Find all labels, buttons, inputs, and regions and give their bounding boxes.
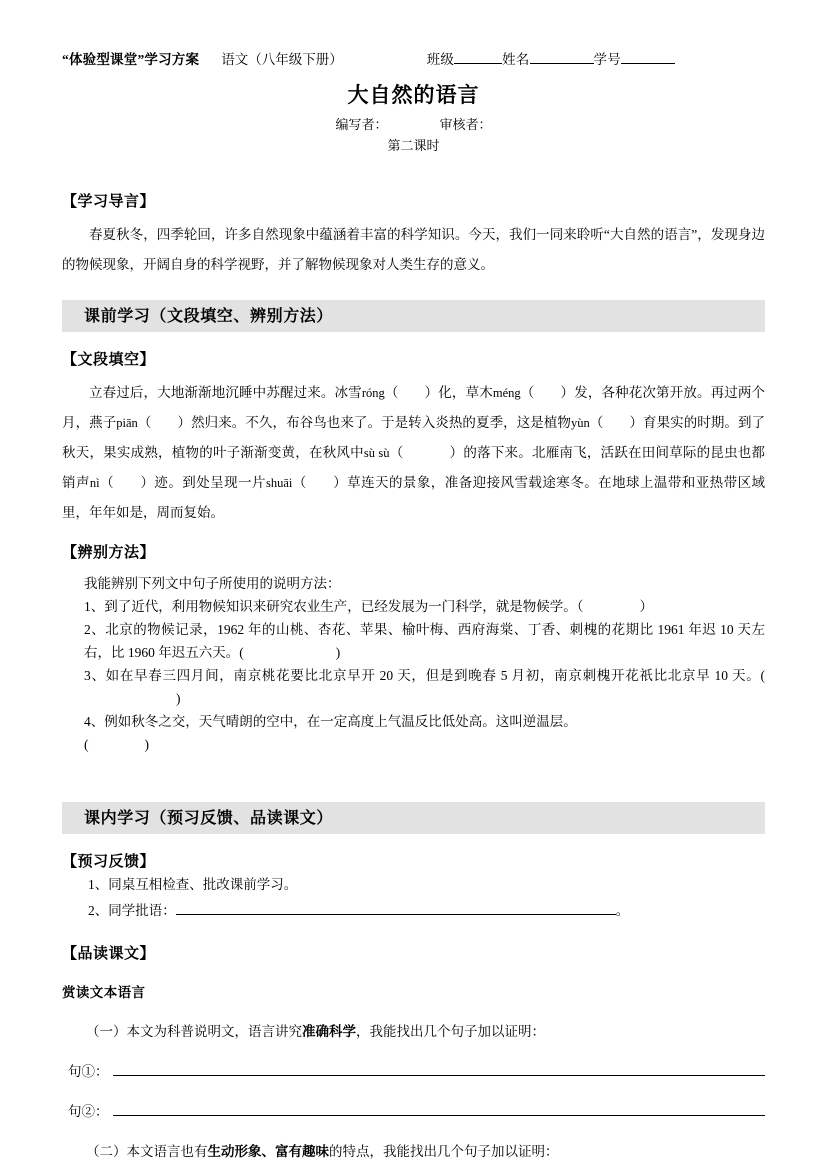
student-fields <box>427 50 675 70</box>
pinyin-ni: nì <box>89 476 100 490</box>
answer-label-1: 句①： <box>68 1064 109 1079</box>
question-one <box>62 1020 765 1044</box>
method-item-2 <box>62 618 765 664</box>
author-label: 编写者： <box>335 117 388 132</box>
question-two-emphasis: 生动形象、富有趣味 <box>207 1144 329 1160</box>
page-title: 大自然的语言 <box>347 83 480 107</box>
subject-label: 语文（八年级下册） <box>221 52 343 67</box>
study-guide-text: 春夏秋冬，四季轮回，许多自然现象中蕴涵着丰富的科学知识。今天，我们一同来聆听“大自然的语言”，发现身边的物候现象，开阔自身的科学视野，并了解物候现象对人类生存的意义。 <box>62 227 765 272</box>
question-one-pre: （一）本文为科普说明文，语言讲究 <box>86 1024 302 1039</box>
fill-blank-passage: 立春过后，大地渐渐地沉睡中苏醒过来。冰雪róng（ ）化，草木méng（ ）发，各种花次第开放。再过两个月，燕子piān（ ）然归来。不久，布谷鸟也来了。于是转入炎热的夏季，这是植物yùn（ ）育果实的时期。到了秋天，果实成熟，植物的叶子渐渐变黄，在秋风中sù sù（ ）的落下来。北雁南飞，活跃在田间草际的昆虫也都销声nì（ ）迹。到处呈现一片shuāi（ ）草连天的景象，准备迎接风雪载途寒冬。在地球上温带和亚热带区域里，年年如是，周而复始。 <box>62 385 766 520</box>
method-item-2-close: ) <box>335 645 341 660</box>
method-item-4 <box>62 710 765 733</box>
passage-seg-7: 迹。到处呈现一片 <box>154 475 266 490</box>
heading-preview-feedback: 【预习反馈】 <box>62 852 156 870</box>
method-item-3-text: 3、如在早春三四月间，南京桃花要比北京早开 20 天，但是到晚春 5 月初，南京刺槐开花祇比北京早 10 天。( <box>84 668 765 683</box>
method-item-3 <box>62 664 765 710</box>
passage-seg-5: 育果实的时期。到了秋天，果实成熟，植物的叶子渐渐变黄，在秋风中 <box>62 415 766 460</box>
question-two <box>62 1140 765 1164</box>
pinyin-susu: sù sù <box>363 446 390 460</box>
section-bar-in-class: 课内学习（预习反馈、品读课文） <box>62 802 765 834</box>
preview-comment-input[interactable] <box>176 901 616 915</box>
pinyin-pian: piān <box>116 416 138 430</box>
question-two-pre: （二）本文语言也有 <box>86 1144 208 1159</box>
method-item-1 <box>62 595 765 618</box>
byline <box>62 114 765 136</box>
answer-row-2 <box>62 1100 765 1124</box>
answer-input-1[interactable] <box>113 1062 766 1076</box>
question-two-post: 的特点，我能找出几个句子加以证明： <box>329 1144 559 1159</box>
preview-item-1: 1、同桌互相检查、批改课前学习。 <box>88 877 298 892</box>
number-field-blank[interactable] <box>621 51 675 64</box>
heading-identify-method: 【辨别方法】 <box>62 543 156 561</box>
method-item-1-text: 1、到了近代，利用物候知识来研究农业生产，已经发展为一门科学，就是物候学。（ <box>84 599 584 614</box>
passage-seg-4: 然归来。不久，布谷鸟也来了。于是转入炎热的夏季，这是植物 <box>191 415 571 430</box>
method-item-1-close: ） <box>639 599 653 614</box>
method-item-4-answer <box>62 733 765 756</box>
passage-seg-3: 发，各种花次第开放。再过两个月，燕子 <box>62 385 766 430</box>
subheading-appreciate-language: 赏读文本语言 <box>62 985 146 1001</box>
name-field-label: 姓名 <box>502 52 530 67</box>
answer-input-2[interactable] <box>113 1102 766 1116</box>
passage-seg-6: 的落下来。北雁南飞，活跃在田间草际的昆虫也都销声 <box>62 445 766 490</box>
preview-item-2-label: 2、同学批语： <box>88 903 176 918</box>
question-one-emphasis: 准确科学 <box>302 1024 356 1040</box>
class-field-label: 班级 <box>426 52 455 67</box>
heading-fill-blank: 【文段填空】 <box>62 350 156 368</box>
period-label: 第二课时 <box>387 138 440 153</box>
question-one-post: ，我能找出几个句子加以证明： <box>356 1024 545 1039</box>
method-item-4-open: ( <box>84 737 89 752</box>
pinyin-rong: róng <box>361 386 385 400</box>
passage-seg-2: 化，草木 <box>438 385 493 400</box>
method-intro: 我能辨别下列文中句子所使用的说明方法： <box>84 576 341 591</box>
answer-row-1 <box>62 1060 765 1084</box>
page-header <box>62 50 765 70</box>
heading-study-guide: 【学习导言】 <box>62 192 156 210</box>
method-item-4-close: ) <box>144 737 149 752</box>
class-field-blank[interactable] <box>454 51 502 64</box>
scheme-title: “体验型课堂”学习方案 <box>62 52 200 67</box>
method-item-2-text: 2、北京的物候记录，1962 年的山桃、杏花、苹果、榆叶梅、西府海棠、丁香、刺槐的花期比 1961 年迟 10 天左右，比 1960 年迟五六天。( <box>84 622 765 660</box>
name-field-blank[interactable] <box>530 51 594 64</box>
pinyin-meng: méng <box>492 386 521 400</box>
number-field-label: 学号 <box>593 52 621 67</box>
heading-read-text: 【品读课文】 <box>62 944 156 962</box>
preview-item-2 <box>62 898 765 924</box>
method-item-4-text: 4、例如秋冬之交，天气晴朗的空中，在一定高度上气温反比低处高。这叫逆温层。 <box>84 714 577 729</box>
section-bar-pre-class: 课前学习（文段填空、辨别方法） <box>62 300 765 332</box>
pinyin-shuai: shuāi <box>265 476 293 490</box>
passage-seg-8: 草连天的景象，准备迎接风雪载途寒冬。在地球上温带和亚热带区域里，年年如是，周而复始。 <box>62 475 766 520</box>
passage-seg-1: 立春过后，大地渐渐地沉睡中苏醒过来。冰雪 <box>89 385 362 400</box>
pinyin-yun: yùn <box>570 416 590 430</box>
answer-label-2: 句②： <box>68 1104 109 1119</box>
method-item-3-close: ) <box>176 691 181 706</box>
reviewer-label: 审核者： <box>439 117 492 132</box>
preview-item-2-end: 。 <box>615 903 630 918</box>
